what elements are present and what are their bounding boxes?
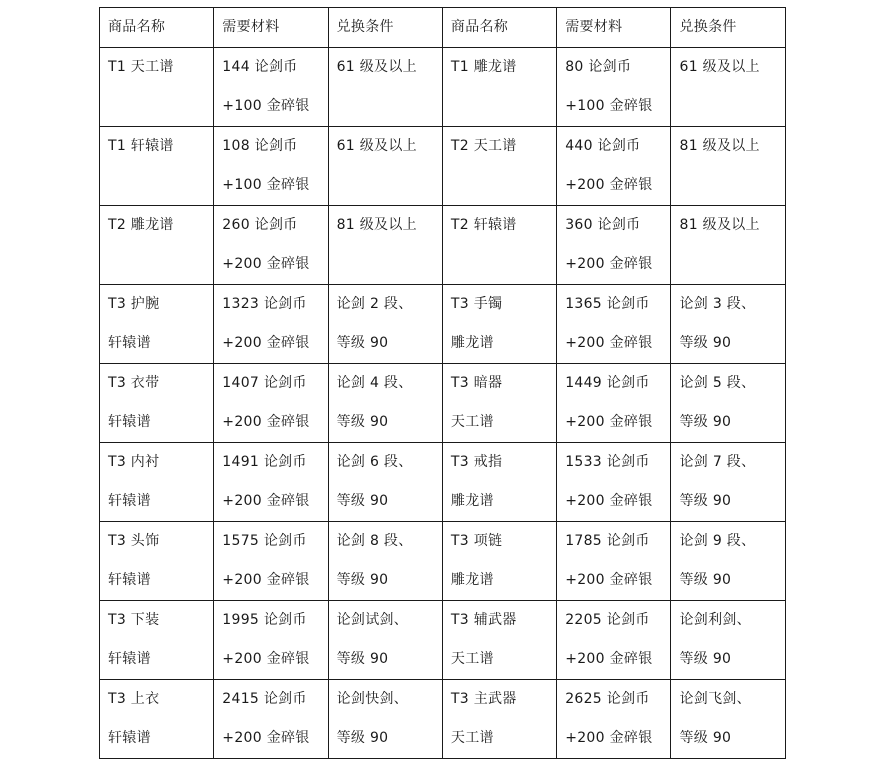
cell-materials <box>557 680 671 759</box>
cell-condition-line: 81 级及以上 <box>679 138 760 154</box>
cell-condition <box>328 680 442 759</box>
cell-condition <box>328 206 442 285</box>
cell-item-name-line: T1 雕龙谱 <box>450 59 517 75</box>
cell-condition <box>671 364 785 443</box>
cell-item-name-line: T3 衣带 <box>108 375 160 391</box>
cell-condition-line: 论剑 6 段、 <box>336 454 413 470</box>
cell-item-name-line: T2 天工谱 <box>450 138 517 154</box>
cell-materials <box>557 443 671 522</box>
cell-condition-line <box>337 245 442 284</box>
header-cell-condition: 兑换条件 <box>671 8 785 48</box>
cell-condition <box>671 127 785 206</box>
cell-condition-line: 等级 90 <box>336 572 389 588</box>
cell-condition <box>671 680 785 759</box>
cell-item-name-line: T3 头饰 <box>108 533 160 549</box>
cell-item-name <box>100 443 214 522</box>
cell-condition <box>328 285 442 364</box>
cell-item-name <box>442 364 556 443</box>
cell-item-name <box>100 601 214 680</box>
cell-condition-line: 61 级及以上 <box>336 59 417 75</box>
cell-item-name <box>442 522 556 601</box>
cell-item-name <box>442 443 556 522</box>
cell-condition-line: 等级 90 <box>679 414 732 430</box>
header-cell-item-name: 商品名称 <box>442 8 556 48</box>
cell-condition <box>671 443 785 522</box>
cell-item-name <box>442 48 556 127</box>
cell-item-name-line: 天工谱 <box>450 730 494 746</box>
exchange-table <box>99 7 786 759</box>
cell-item-name-line: T3 护腕 <box>108 296 160 312</box>
cell-item-name-line <box>108 87 213 126</box>
cell-item-name-line: 轩辕谱 <box>108 730 151 746</box>
cell-materials-line: 2205 论剑币 <box>565 612 650 628</box>
cell-condition-line: 等级 90 <box>336 335 389 351</box>
cell-condition-line: 论剑 5 段、 <box>679 375 756 391</box>
cell-item-name-line: 轩辕谱 <box>108 335 151 351</box>
cell-materials <box>557 522 671 601</box>
table-header-row <box>100 8 786 48</box>
cell-item-name-line: 雕龙谱 <box>450 493 494 509</box>
cell-item-name <box>100 285 214 364</box>
table-row <box>100 364 786 443</box>
cell-item-name-line <box>108 245 213 284</box>
cell-materials-line: +200 金碎银 <box>222 256 310 272</box>
cell-item-name-line <box>451 166 556 205</box>
cell-item-name-line: 天工谱 <box>450 414 494 430</box>
cell-condition-line: 论剑利剑、 <box>679 612 751 628</box>
cell-materials <box>214 285 328 364</box>
cell-materials-line: +200 金碎银 <box>565 335 653 351</box>
cell-item-name-line <box>451 245 556 284</box>
cell-materials-line: +200 金碎银 <box>565 414 653 430</box>
header-cell-condition: 兑换条件 <box>328 8 442 48</box>
cell-item-name-line: 轩辕谱 <box>108 651 151 667</box>
cell-condition-line <box>679 245 784 284</box>
cell-item-name <box>100 48 214 127</box>
cell-materials-line: 360 论剑币 <box>565 217 641 233</box>
header-cell-item-name: 商品名称 <box>100 8 214 48</box>
cell-condition-line: 等级 90 <box>679 335 732 351</box>
table-row <box>100 680 786 759</box>
cell-condition-line: 等级 90 <box>336 651 389 667</box>
cell-condition-line: 81 级及以上 <box>679 217 760 233</box>
cell-materials-line: +200 金碎银 <box>565 177 653 193</box>
cell-materials <box>214 443 328 522</box>
cell-condition-line: 等级 90 <box>679 572 732 588</box>
cell-item-name-line: T3 内衬 <box>108 454 160 470</box>
cell-materials <box>214 127 328 206</box>
cell-item-name-line: T3 下装 <box>108 612 160 628</box>
cell-item-name-line <box>451 87 556 126</box>
cell-condition-line: 论剑快剑、 <box>336 691 409 707</box>
cell-condition <box>328 48 442 127</box>
cell-condition-line: 论剑飞剑、 <box>679 691 751 707</box>
cell-materials-line: +100 金碎银 <box>222 177 310 193</box>
cell-item-name-line: T3 主武器 <box>450 691 517 707</box>
cell-materials <box>557 285 671 364</box>
cell-materials-line: +200 金碎银 <box>565 651 653 667</box>
table-row <box>100 443 786 522</box>
cell-materials-line: +100 金碎银 <box>222 98 310 114</box>
table-row <box>100 601 786 680</box>
cell-item-name-line: T2 雕龙谱 <box>108 217 174 233</box>
cell-materials-line: +200 金碎银 <box>565 256 653 272</box>
cell-materials-line: 1407 论剑币 <box>222 375 307 391</box>
cell-materials <box>557 206 671 285</box>
cell-materials-line: +200 金碎银 <box>565 493 653 509</box>
cell-item-name-line: T3 戒指 <box>450 454 503 470</box>
cell-materials-line: 1491 论剑币 <box>222 454 307 470</box>
cell-condition-line: 论剑 2 段、 <box>336 296 413 312</box>
cell-item-name-line: T1 天工谱 <box>108 59 174 75</box>
cell-materials <box>214 601 328 680</box>
cell-item-name-line: 雕龙谱 <box>450 335 494 351</box>
cell-condition <box>328 601 442 680</box>
cell-item-name-line: 天工谱 <box>450 651 494 667</box>
cell-condition <box>328 443 442 522</box>
cell-materials-line: 1575 论剑币 <box>222 533 307 549</box>
cell-condition <box>671 206 785 285</box>
cell-materials-line: +200 金碎银 <box>222 414 310 430</box>
cell-materials-line: +200 金碎银 <box>222 651 310 667</box>
cell-materials-line: +200 金碎银 <box>565 730 653 746</box>
cell-condition-line: 等级 90 <box>679 493 732 509</box>
table-row <box>100 206 786 285</box>
cell-materials-line: 1995 论剑币 <box>222 612 307 628</box>
cell-condition-line: 论剑 4 段、 <box>336 375 413 391</box>
cell-materials-line: 80 论剑币 <box>565 59 632 75</box>
cell-materials <box>214 48 328 127</box>
cell-condition <box>671 601 785 680</box>
cell-item-name <box>442 206 556 285</box>
table-row <box>100 127 786 206</box>
cell-condition-line: 论剑试剑、 <box>336 612 409 628</box>
cell-item-name <box>100 522 214 601</box>
cell-item-name-line: T3 上衣 <box>108 691 160 707</box>
cell-condition <box>328 127 442 206</box>
cell-item-name <box>100 127 214 206</box>
table-row <box>100 522 786 601</box>
cell-item-name-line <box>108 166 213 205</box>
cell-materials-line: 1449 论剑币 <box>565 375 650 391</box>
cell-materials-line: 108 论剑币 <box>222 138 298 154</box>
cell-materials-line: 1323 论剑币 <box>222 296 307 312</box>
cell-item-name-line: 轩辕谱 <box>108 572 151 588</box>
cell-materials-line: 1785 论剑币 <box>565 533 650 549</box>
cell-materials-line: +200 金碎银 <box>222 335 310 351</box>
cell-materials-line: 144 论剑币 <box>222 59 298 75</box>
cell-condition <box>671 285 785 364</box>
cell-item-name <box>442 127 556 206</box>
cell-materials-line: 2625 论剑币 <box>565 691 650 707</box>
cell-materials-line: +200 金碎银 <box>565 572 653 588</box>
cell-condition-line: 61 级及以上 <box>679 59 760 75</box>
cell-materials-line: 1365 论剑币 <box>565 296 650 312</box>
cell-materials-line: +200 金碎银 <box>222 493 310 509</box>
cell-item-name <box>442 285 556 364</box>
cell-item-name-line: T3 项链 <box>450 533 503 549</box>
cell-materials-line: 440 论剑币 <box>565 138 641 154</box>
cell-materials-line: 2415 论剑币 <box>222 691 307 707</box>
cell-item-name-line: 轩辕谱 <box>108 493 151 509</box>
cell-materials <box>557 601 671 680</box>
cell-condition-line <box>679 166 784 205</box>
cell-materials-line: +200 金碎银 <box>222 572 310 588</box>
cell-condition-line <box>337 87 442 126</box>
cell-condition-line: 论剑 7 段、 <box>679 454 756 470</box>
cell-item-name-line: T3 暗器 <box>450 375 503 391</box>
cell-materials <box>557 48 671 127</box>
cell-condition-line: 等级 90 <box>679 730 732 746</box>
cell-condition-line: 等级 90 <box>336 493 389 509</box>
cell-item-name-line: 轩辕谱 <box>108 414 151 430</box>
cell-materials <box>557 127 671 206</box>
cell-item-name-line: T2 轩辕谱 <box>450 217 517 233</box>
cell-condition-line: 等级 90 <box>336 414 389 430</box>
cell-condition-line: 等级 90 <box>336 730 389 746</box>
header-cell-materials: 需要材料 <box>557 8 671 48</box>
header-cell-materials: 需要材料 <box>214 8 328 48</box>
cell-item-name <box>100 206 214 285</box>
cell-materials <box>214 206 328 285</box>
cell-item-name-line: T1 轩辕谱 <box>108 138 174 154</box>
table-row <box>100 285 786 364</box>
cell-condition-line: 81 级及以上 <box>336 217 417 233</box>
cell-condition <box>328 522 442 601</box>
cell-condition <box>671 522 785 601</box>
cell-materials <box>214 522 328 601</box>
cell-condition <box>328 364 442 443</box>
exchange-table-body <box>100 8 786 759</box>
cell-condition-line: 论剑 8 段、 <box>336 533 413 549</box>
cell-condition <box>671 48 785 127</box>
cell-condition-line: 等级 90 <box>679 651 732 667</box>
cell-item-name <box>100 364 214 443</box>
cell-item-name <box>442 601 556 680</box>
cell-materials-line: +200 金碎银 <box>222 730 310 746</box>
cell-item-name-line: T3 手镯 <box>450 296 503 312</box>
cell-materials-line: 260 论剑币 <box>222 217 298 233</box>
cell-materials <box>214 364 328 443</box>
cell-item-name-line: T3 辅武器 <box>450 612 517 628</box>
cell-condition-line: 论剑 3 段、 <box>679 296 756 312</box>
cell-condition-line: 论剑 9 段、 <box>679 533 756 549</box>
cell-materials <box>557 364 671 443</box>
table-row <box>100 48 786 127</box>
cell-materials-line: 1533 论剑币 <box>565 454 650 470</box>
cell-condition-line <box>337 166 442 205</box>
cell-item-name <box>100 680 214 759</box>
cell-condition-line <box>679 87 784 126</box>
cell-materials-line: +100 金碎银 <box>565 98 653 114</box>
cell-materials <box>214 680 328 759</box>
cell-item-name-line: 雕龙谱 <box>450 572 494 588</box>
cell-condition-line: 61 级及以上 <box>336 138 417 154</box>
cell-item-name <box>442 680 556 759</box>
